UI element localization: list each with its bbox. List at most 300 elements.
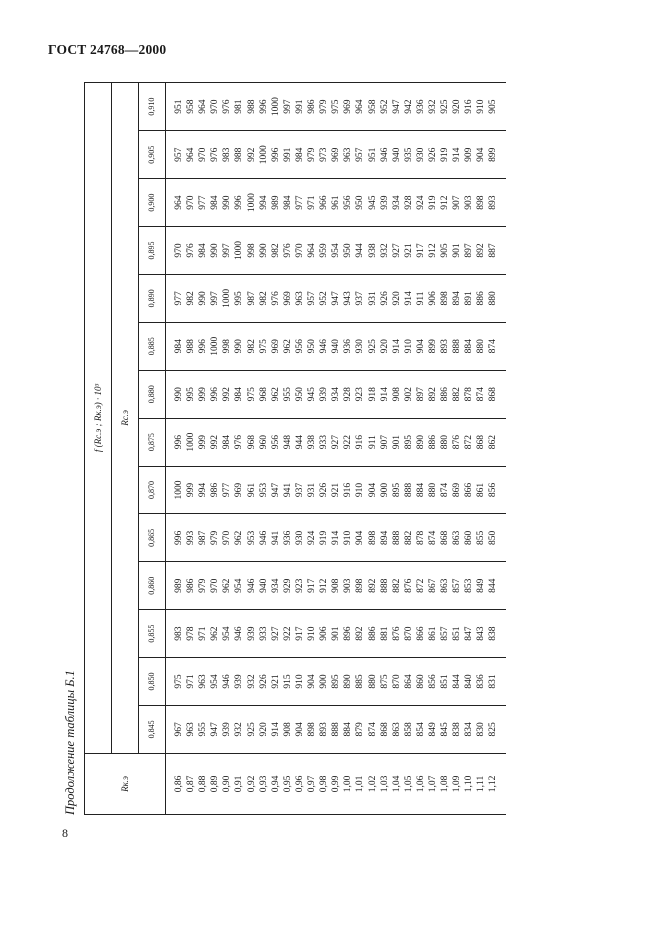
value-cell: 920 xyxy=(379,339,390,354)
value-cell: 951 xyxy=(174,99,184,114)
value-cell: 892 xyxy=(476,243,487,258)
value-cell: 850 xyxy=(488,530,499,545)
value-cell: 982 xyxy=(186,291,197,306)
value-cell: 897 xyxy=(464,243,475,258)
column-header: 0,850 xyxy=(139,658,166,706)
value-cell: 982 xyxy=(270,243,281,258)
value-cell: 970 xyxy=(294,243,305,258)
value-cell: 900 xyxy=(379,482,390,498)
value-cell: 916 xyxy=(343,482,354,498)
value-cell: 940 xyxy=(331,339,342,354)
value-cell: 957 xyxy=(174,147,184,162)
value-cell: 928 xyxy=(403,195,414,210)
value-cell: 935 xyxy=(403,147,414,162)
value-cell: 997 xyxy=(210,291,221,306)
value-cell: 869 xyxy=(452,482,463,498)
value-cell: 912 xyxy=(319,578,330,593)
row-label: 0,89 xyxy=(210,775,221,793)
value-cell: 916 xyxy=(464,99,475,114)
row-label: 0,87 xyxy=(186,775,197,793)
value-cell: 899 xyxy=(427,339,438,354)
value-cell: 874 xyxy=(488,339,499,354)
value-cell: 868 xyxy=(476,434,487,450)
value-cell: 961 xyxy=(246,482,257,498)
page-number: 8 xyxy=(62,826,68,840)
value-cell: 934 xyxy=(331,387,342,402)
value-cell: 975 xyxy=(174,674,184,689)
value-cell: 987 xyxy=(198,530,209,545)
value-cell: 956 xyxy=(343,195,354,210)
value-cell: 914 xyxy=(403,291,414,306)
value-cell: 954 xyxy=(234,578,245,593)
table-caption: Продолжение таблицы Б.1 xyxy=(63,670,77,815)
value-cell: 893 xyxy=(488,195,499,210)
value-cell: 950 xyxy=(355,195,366,210)
value-cell: 864 xyxy=(403,674,414,689)
value-cell: 899 xyxy=(488,147,499,162)
value-cell: 870 xyxy=(403,626,414,641)
value-cell: 882 xyxy=(403,530,414,545)
value-cell: 914 xyxy=(452,147,463,162)
value-cell: 888 xyxy=(391,530,402,545)
value-cell: 908 xyxy=(391,387,402,402)
value-cell: 982 xyxy=(258,291,269,306)
value-cell: 962 xyxy=(282,339,293,354)
row-labels-column xyxy=(166,753,506,814)
value-cell: 920 xyxy=(391,291,402,306)
value-column xyxy=(166,83,506,131)
value-cell: 958 xyxy=(367,99,378,114)
value-cell: 884 xyxy=(343,722,354,737)
value-cell: 897 xyxy=(415,387,426,402)
value-cell: 912 xyxy=(427,243,438,258)
value-cell: 888 xyxy=(403,482,414,498)
value-cell: 953 xyxy=(258,482,269,498)
value-cell: 860 xyxy=(464,530,475,545)
value-cell: 902 xyxy=(403,387,414,402)
value-cell: 977 xyxy=(174,291,184,306)
value-cell: 863 xyxy=(391,722,402,737)
value-cell: 844 xyxy=(488,578,499,593)
value-cell: 875 xyxy=(379,674,390,689)
value-cell: 836 xyxy=(476,674,487,689)
value-cell: 998 xyxy=(246,243,257,258)
function-header: f (Rс.э ; Rк.э) · 10³ xyxy=(85,83,112,754)
value-cell: 904 xyxy=(307,674,318,689)
value-cell: 853 xyxy=(464,578,475,593)
value-cell: 939 xyxy=(379,195,390,210)
value-cell: 901 xyxy=(391,434,402,450)
value-cell: 843 xyxy=(476,626,487,641)
value-cell: 886 xyxy=(367,626,378,641)
value-cell: 851 xyxy=(440,674,451,689)
value-cell: 932 xyxy=(246,674,257,689)
value-cell: 924 xyxy=(307,530,318,545)
value-cell: 898 xyxy=(367,530,378,545)
value-cell: 945 xyxy=(367,195,378,210)
value-cell: 917 xyxy=(415,243,426,258)
value-cell: 917 xyxy=(307,578,318,593)
value-cell: 951 xyxy=(367,147,378,162)
value-cell: 946 xyxy=(258,530,269,545)
table-wrapper xyxy=(84,82,506,815)
value-cell: 990 xyxy=(222,195,233,210)
value-cell: 886 xyxy=(440,387,451,402)
value-cell: 996 xyxy=(174,434,184,450)
value-cell: 984 xyxy=(282,195,293,210)
value-cell: 990 xyxy=(258,243,269,258)
value-cell: 940 xyxy=(258,578,269,593)
value-cell: 933 xyxy=(258,626,269,641)
value-cell: 895 xyxy=(331,674,342,689)
value-cell: 962 xyxy=(270,387,281,402)
value-cell: 991 xyxy=(294,99,305,114)
value-cell: 957 xyxy=(307,291,318,306)
value-cell: 1000 xyxy=(234,241,245,261)
value-cell: 892 xyxy=(367,578,378,593)
value-cell: 958 xyxy=(186,99,197,114)
value-cell: 874 xyxy=(440,482,451,498)
value-cell: 964 xyxy=(174,195,184,210)
value-cell: 947 xyxy=(270,482,281,498)
value-cell: 888 xyxy=(379,578,390,593)
row-label: 1,04 xyxy=(391,775,402,793)
value-cell: 945 xyxy=(307,387,318,402)
value-cell: 890 xyxy=(343,674,354,689)
value-cell: 923 xyxy=(355,387,366,402)
value-cell: 971 xyxy=(186,674,197,689)
value-cell: 988 xyxy=(186,339,197,354)
value-cell: 914 xyxy=(270,722,281,737)
value-cell: 868 xyxy=(440,530,451,545)
value-cell: 947 xyxy=(210,722,221,737)
value-cell: 1000 xyxy=(246,193,257,213)
row-label: 1,00 xyxy=(343,775,354,793)
value-column xyxy=(166,418,506,466)
column-header: 0,880 xyxy=(139,370,166,418)
value-cell: 963 xyxy=(198,674,209,689)
value-cell: 987 xyxy=(246,291,257,306)
value-cell: 895 xyxy=(403,434,414,450)
value-cell: 904 xyxy=(367,482,378,498)
value-cell: 909 xyxy=(464,147,475,162)
data-table xyxy=(84,82,506,815)
value-cell: 946 xyxy=(246,578,257,593)
value-cell: 921 xyxy=(403,243,414,258)
rotated-table-area xyxy=(63,80,647,815)
value-cell: 954 xyxy=(222,626,233,641)
value-cell: 997 xyxy=(282,99,293,114)
value-cell: 894 xyxy=(452,291,463,306)
value-cell: 919 xyxy=(427,195,438,210)
value-cell: 876 xyxy=(391,626,402,641)
value-cell: 984 xyxy=(174,339,184,354)
value-cell: 939 xyxy=(234,674,245,689)
value-cell: 856 xyxy=(427,674,438,689)
value-cell: 1000 xyxy=(258,145,269,165)
value-cell: 975 xyxy=(331,99,342,114)
value-cell: 876 xyxy=(403,578,414,593)
value-cell: 996 xyxy=(198,339,209,354)
value-cell: 878 xyxy=(464,387,475,402)
value-cell: 880 xyxy=(488,291,499,306)
value-cell: 908 xyxy=(331,578,342,593)
value-cell: 926 xyxy=(319,482,330,498)
value-cell: 896 xyxy=(343,626,354,641)
value-cell: 996 xyxy=(258,99,269,114)
value-cell: 927 xyxy=(391,243,402,258)
row-label: 0,88 xyxy=(198,775,209,793)
value-cell: 971 xyxy=(307,195,318,210)
value-cell: 990 xyxy=(174,387,184,402)
row-label: 0,95 xyxy=(282,775,293,793)
value-cell: 986 xyxy=(210,482,221,498)
value-cell: 937 xyxy=(294,482,305,498)
column-header: 0,890 xyxy=(139,274,166,322)
value-cell: 950 xyxy=(343,243,354,258)
value-cell: 880 xyxy=(427,482,438,498)
value-cell: 947 xyxy=(331,291,342,306)
value-column xyxy=(166,514,506,562)
value-cell: 874 xyxy=(367,722,378,737)
row-label: 1,10 xyxy=(464,775,475,793)
value-cell: 912 xyxy=(440,195,451,210)
row-label: 1,06 xyxy=(415,775,426,793)
value-cell: 885 xyxy=(355,674,366,689)
row-label: 1,12 xyxy=(488,775,499,793)
row-label: 1,02 xyxy=(367,775,378,793)
value-cell: 999 xyxy=(198,434,209,450)
row-label: 0,99 xyxy=(331,775,342,793)
value-cell: 977 xyxy=(198,195,209,210)
value-cell: 986 xyxy=(307,99,318,114)
value-cell: 969 xyxy=(270,339,281,354)
value-cell: 1000 xyxy=(186,432,197,452)
value-cell: 908 xyxy=(282,722,293,737)
value-cell: 979 xyxy=(319,99,330,114)
value-cell: 970 xyxy=(210,99,221,114)
value-cell: 872 xyxy=(415,578,426,593)
value-cell: 934 xyxy=(391,195,402,210)
value-cell: 927 xyxy=(270,626,281,641)
value-cell: 930 xyxy=(294,530,305,545)
value-cell: 904 xyxy=(355,530,366,545)
value-cell: 919 xyxy=(440,147,451,162)
value-cell: 944 xyxy=(355,243,366,258)
value-cell: 880 xyxy=(367,674,378,689)
document-header: ГОСТ 24768—2000 xyxy=(48,42,167,57)
row-label: 1,07 xyxy=(427,775,438,793)
value-cell: 953 xyxy=(246,530,257,545)
column-header: 0,845 xyxy=(139,705,166,753)
value-cell: 900 xyxy=(319,674,330,689)
value-cell: 930 xyxy=(355,339,366,354)
value-cell: 938 xyxy=(307,434,318,450)
value-cell: 917 xyxy=(294,626,305,641)
value-cell: 931 xyxy=(367,291,378,306)
value-cell: 969 xyxy=(234,482,245,498)
value-cell: 939 xyxy=(246,626,257,641)
value-cell: 880 xyxy=(476,339,487,354)
value-cell: 940 xyxy=(391,147,402,162)
value-cell: 996 xyxy=(174,530,184,545)
value-cell: 998 xyxy=(222,339,233,354)
value-cell: 874 xyxy=(427,530,438,545)
row-label: 1,05 xyxy=(403,775,414,793)
value-cell: 939 xyxy=(319,387,330,402)
value-cell: 921 xyxy=(331,482,342,498)
value-cell: 992 xyxy=(210,434,221,450)
value-cell: 887 xyxy=(488,243,499,258)
row-label: 1,09 xyxy=(452,775,463,793)
value-cell: 991 xyxy=(282,147,293,162)
column-group-header-rse: Rс.э xyxy=(112,83,139,754)
value-cell: 903 xyxy=(343,578,354,593)
value-cell: 862 xyxy=(488,434,499,450)
value-cell: 970 xyxy=(222,530,233,545)
value-cell: 872 xyxy=(464,434,475,450)
value-cell: 892 xyxy=(427,387,438,402)
value-cell: 984 xyxy=(222,434,233,450)
value-cell: 971 xyxy=(198,626,209,641)
value-cell: 849 xyxy=(476,578,487,593)
value-cell: 970 xyxy=(198,147,209,162)
value-cell: 988 xyxy=(234,147,245,162)
value-cell: 895 xyxy=(391,482,402,498)
value-cell: 954 xyxy=(331,243,342,258)
value-cell: 898 xyxy=(307,722,318,737)
value-cell: 938 xyxy=(367,243,378,258)
value-cell: 914 xyxy=(331,530,342,545)
value-cell: 906 xyxy=(319,626,330,641)
value-cell: 942 xyxy=(403,99,414,114)
column-header: 0,865 xyxy=(139,514,166,562)
value-cell: 937 xyxy=(355,291,366,306)
value-cell: 986 xyxy=(186,578,197,593)
value-cell: 981 xyxy=(234,99,245,114)
value-cell: 946 xyxy=(319,339,330,354)
value-cell: 898 xyxy=(476,195,487,210)
value-cell: 834 xyxy=(464,722,475,737)
value-cell: 990 xyxy=(234,339,245,354)
value-cell: 990 xyxy=(210,243,221,258)
row-label: 1,01 xyxy=(355,775,366,793)
value-cell: 847 xyxy=(464,626,475,641)
value-cell: 957 xyxy=(355,147,366,162)
value-cell: 988 xyxy=(246,99,257,114)
value-cell: 878 xyxy=(415,530,426,545)
value-cell: 992 xyxy=(246,147,257,162)
value-cell: 946 xyxy=(379,147,390,162)
value-cell: 901 xyxy=(452,243,463,258)
value-cell: 898 xyxy=(355,578,366,593)
row-label: 0,86 xyxy=(174,775,184,793)
value-cell: 886 xyxy=(427,434,438,450)
value-cell: 936 xyxy=(343,339,354,354)
value-cell: 967 xyxy=(174,722,184,737)
value-cell: 990 xyxy=(198,291,209,306)
value-cell: 964 xyxy=(198,99,209,114)
value-cell: 926 xyxy=(379,291,390,306)
value-cell: 984 xyxy=(294,147,305,162)
value-cell: 891 xyxy=(464,291,475,306)
value-cell: 994 xyxy=(198,482,209,498)
value-cell: 884 xyxy=(464,339,475,354)
value-cell: 996 xyxy=(234,195,245,210)
value-cell: 858 xyxy=(403,722,414,737)
value-cell: 907 xyxy=(452,195,463,210)
value-cell: 979 xyxy=(210,530,221,545)
value-cell: 962 xyxy=(234,530,245,545)
value-cell: 968 xyxy=(258,387,269,402)
value-cell: 956 xyxy=(270,434,281,450)
value-cell: 1000 xyxy=(174,480,184,500)
value-cell: 860 xyxy=(415,674,426,689)
value-cell: 963 xyxy=(186,722,197,737)
value-cell: 880 xyxy=(440,434,451,450)
value-cell: 918 xyxy=(367,387,378,402)
value-cell: 910 xyxy=(294,674,305,689)
value-cell: 996 xyxy=(270,147,281,162)
value-column xyxy=(166,179,506,227)
value-cell: 825 xyxy=(488,722,499,737)
value-cell: 950 xyxy=(307,339,318,354)
value-cell: 857 xyxy=(440,626,451,641)
value-cell: 863 xyxy=(452,530,463,545)
value-cell: 984 xyxy=(234,387,245,402)
row-header-rke: Rк.э xyxy=(85,753,166,814)
value-cell: 903 xyxy=(464,195,475,210)
value-cell: 919 xyxy=(319,530,330,545)
value-cell: 975 xyxy=(246,387,257,402)
value-cell: 922 xyxy=(282,626,293,641)
value-cell: 926 xyxy=(258,674,269,689)
value-cell: 1000 xyxy=(210,336,221,356)
value-cell: 933 xyxy=(319,434,330,450)
value-column xyxy=(166,610,506,658)
value-cell: 970 xyxy=(210,578,221,593)
row-label: 0,98 xyxy=(319,775,330,793)
value-cell: 844 xyxy=(452,674,463,689)
value-cell: 1000 xyxy=(222,288,233,308)
value-cell: 950 xyxy=(294,387,305,402)
value-cell: 979 xyxy=(307,147,318,162)
value-cell: 922 xyxy=(343,434,354,450)
value-cell: 943 xyxy=(343,291,354,306)
value-cell: 929 xyxy=(282,578,293,593)
value-cell: 963 xyxy=(294,291,305,306)
value-cell: 975 xyxy=(258,339,269,354)
value-cell: 993 xyxy=(186,530,197,545)
value-cell: 911 xyxy=(367,435,378,450)
value-cell: 932 xyxy=(427,99,438,114)
value-column xyxy=(166,322,506,370)
value-cell: 893 xyxy=(440,339,451,354)
value-cell: 901 xyxy=(331,626,342,641)
column-header: 0,885 xyxy=(139,322,166,370)
column-header: 0,900 xyxy=(139,179,166,227)
value-cell: 867 xyxy=(427,578,438,593)
value-cell: 976 xyxy=(210,147,221,162)
value-cell: 894 xyxy=(379,530,390,545)
value-cell: 881 xyxy=(379,626,390,641)
column-header: 0,895 xyxy=(139,227,166,275)
value-cell: 999 xyxy=(186,482,197,498)
value-cell: 1000 xyxy=(270,97,281,117)
value-cell: 969 xyxy=(282,291,293,306)
value-cell: 910 xyxy=(476,99,487,114)
value-cell: 868 xyxy=(379,722,390,737)
